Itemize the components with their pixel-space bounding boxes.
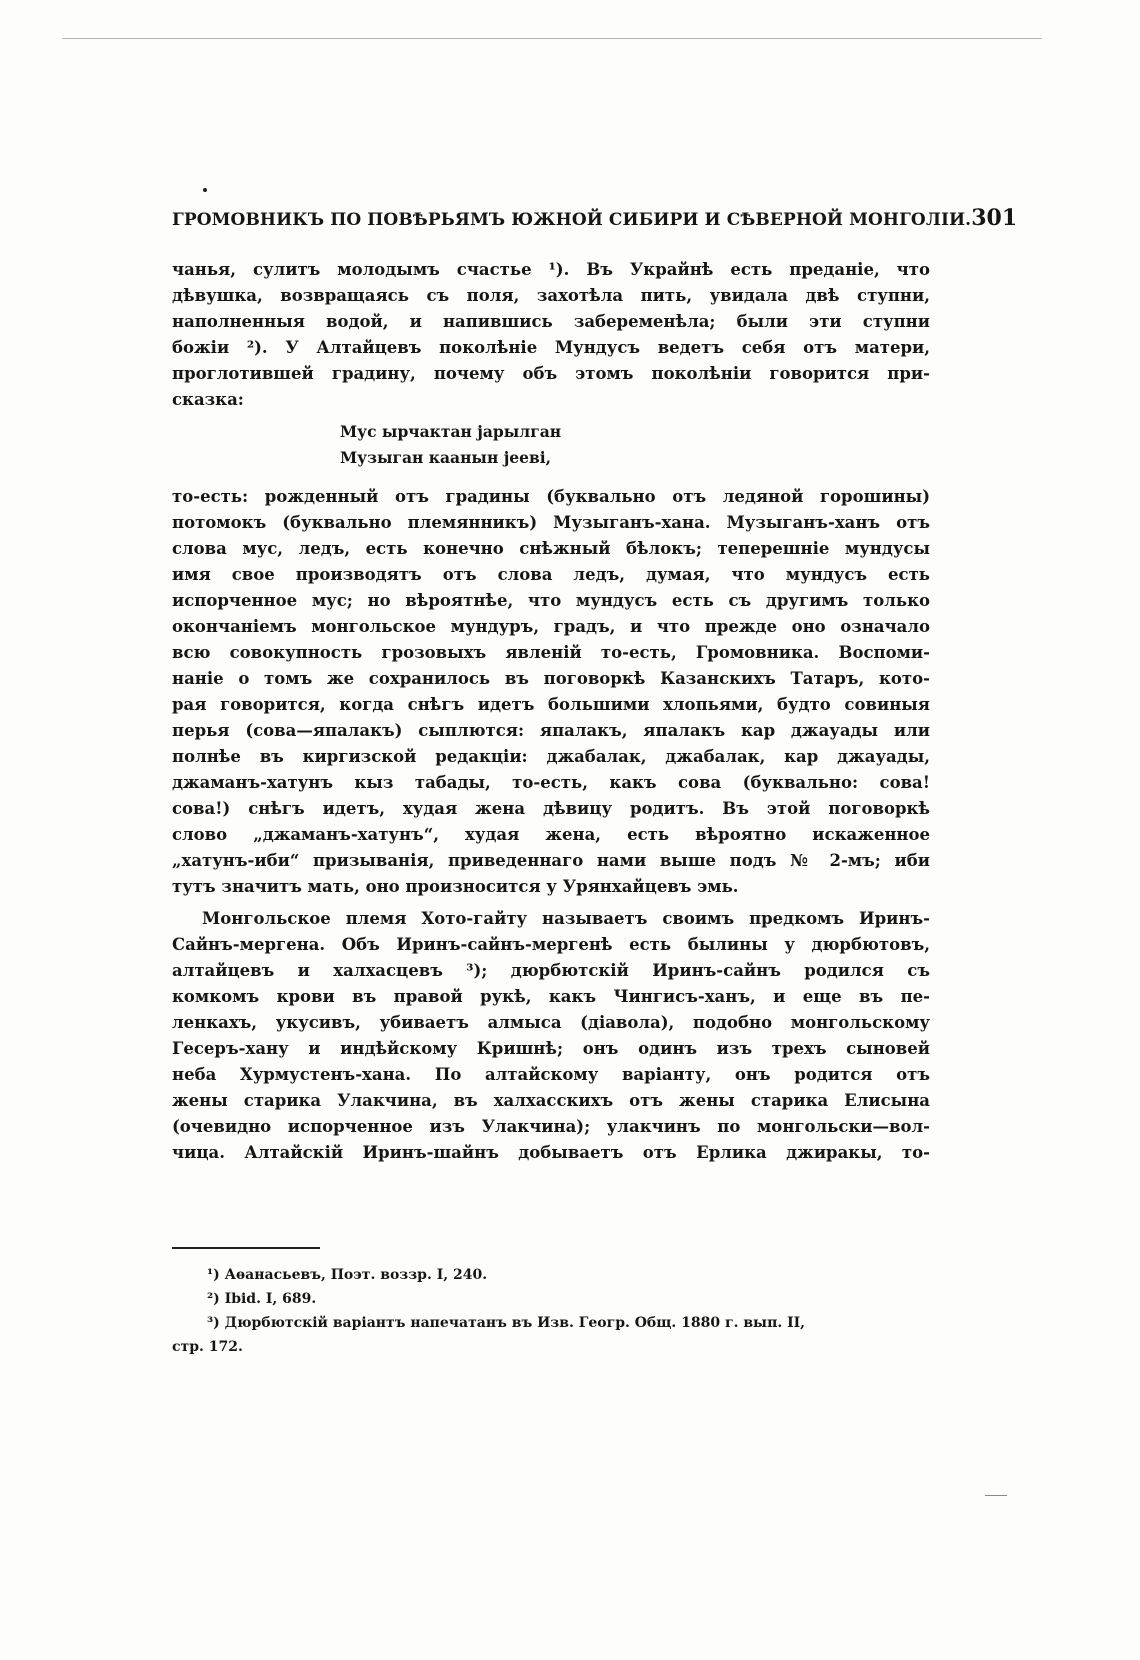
footnote-text: Аѳанасьевъ, Поэт. воззр. I, 240. — [224, 1267, 488, 1283]
text-line: потомокъ (буквально племянникъ) Музыганъ-хана. Музыганъ-ханъ отъ — [172, 513, 930, 532]
text-line: перья (сова—япалакъ) сыплются: япалакъ, япалакъ кар джауады или — [172, 721, 930, 740]
text-line: комкомъ крови въ правой рукѣ, какъ Чингисъ-ханъ, и еще въ пе- — [172, 987, 930, 1006]
page-header — [172, 205, 1018, 231]
footnote-rule — [172, 1247, 320, 1249]
text-line: окончаніемъ монгольское мундуръ, градъ, и что прежде оно означало — [172, 617, 930, 636]
text-line: слово „джаманъ-хатунъ“, худая жена, есть вѣроятно искаженное — [172, 825, 930, 844]
text-line: алтайцевъ и халхасцевъ ³); дюрбютскій Иринъ-сайнъ родился съ — [172, 961, 930, 980]
text-line: (очевидно испорченное изъ Улакчина); улакчинъ по монгольски—вол- — [172, 1117, 930, 1136]
text-line: Монгольское племя Хото-гайту называетъ своимъ предкомъ Иринъ- — [202, 909, 930, 928]
footnote-text: Ibid. I, 689. — [224, 1291, 317, 1307]
text-line: чанья, сулитъ молодымъ счастье ¹). Въ Украйнѣ есть преданіе, что — [172, 260, 930, 279]
page-number: 301 — [971, 205, 1018, 231]
body-text — [172, 257, 930, 1166]
footnote-text: Дюрбютскій варіантъ напечатанъ въ Изв. Геогр. Общ. 1880 г. вып. II, — [224, 1315, 806, 1331]
text-line: неба Хурмустенъ-хана. По алтайскому варіанту, онъ родится отъ — [172, 1065, 930, 1084]
footnote-marker: ²) — [207, 1291, 220, 1307]
scan-speck — [203, 188, 207, 192]
verse-line: Мус ырчактан јарылган — [340, 422, 562, 441]
text-line: Сайнъ-мергена. Объ Иринъ-сайнъ-мергенѣ есть былины у дюрбютовъ, — [172, 935, 930, 954]
footnotes — [172, 1263, 930, 1359]
text-line: всю совокупность грозовыхъ явленій то-есть, Громовника. Воспоми- — [172, 643, 930, 662]
footnote-2 — [172, 1287, 930, 1311]
text-line: имя свое производятъ отъ слова ледъ, думая, что мундусъ есть — [172, 565, 930, 584]
text-line: чица. Алтайскій Иринъ-шайнъ добываетъ отъ Ерлика джиракы, то- — [172, 1143, 930, 1162]
text-line: испорченное мус; но вѣроятнѣе, что мундусъ есть съ другимъ только — [172, 591, 930, 610]
verse-line: Музыган каанын јееві, — [340, 448, 552, 467]
margin-mark — [985, 1495, 1007, 1496]
text-line: то-есть: рожденный отъ градины (буквально отъ ледяной горошины) — [172, 487, 930, 506]
text-line: жены старика Улакчина, въ халхасскихъ отъ жены старика Елисына — [172, 1091, 930, 1110]
footnote-3-continuation: стр. 172. — [172, 1339, 243, 1355]
text-line: проглотившей градину, почему объ этомъ поколѣніи говорится при- — [172, 364, 930, 383]
running-head: ГРОМОВНИКЪ ПО ПОВѢРЬЯМЪ ЮЖНОЙ СИБИРИ И СѢВЕРНОЙ МОНГОЛІИ. — [172, 210, 972, 230]
footnote-marker: ¹) — [207, 1267, 220, 1283]
text-line: наполненныя водой, и напившись забеременѣла; были эти ступни — [172, 312, 930, 331]
text-line: сказка: — [172, 390, 244, 409]
text-line: тутъ значитъ мать, оно произносится у Урянхайцевъ эмь. — [172, 877, 739, 896]
footnote-marker: ³) — [207, 1315, 220, 1331]
top-rule — [62, 38, 1042, 39]
footnote-3 — [172, 1311, 930, 1335]
text-line: рая говорится, когда снѣгъ идетъ большими хлопьями, будто совиныя — [172, 695, 930, 714]
text-line: „хатунъ-иби“ призыванія, приведеннаго нами выше подъ № 2-мъ; иби — [172, 851, 930, 870]
text-line: джаманъ-хатунъ кыз табады, то-есть, какъ сова (буквально: сова! — [172, 773, 930, 792]
text-line: ленкахъ, укусивъ, убиваетъ алмыса (діавола), подобно монгольскому — [172, 1013, 930, 1032]
footnote-1 — [172, 1263, 930, 1287]
text-line: дѣвушка, возвращаясь съ поля, захотѣла пить, увидала двѣ ступни, — [172, 286, 930, 305]
text-line: сова!) снѣгъ идетъ, худая жена дѣвицу родитъ. Въ этой поговоркѣ — [172, 799, 930, 818]
text-line: слова мус, ледъ, есть конечно снѣжный бѣлокъ; теперешніе мундусы — [172, 539, 930, 558]
text-line: наніе о томъ же сохранилось въ поговоркѣ Казанскихъ Татаръ, кото- — [172, 669, 930, 688]
text-line: божіи ²). У Алтайцевъ поколѣніе Мундусъ ведетъ себя отъ матери, — [172, 338, 930, 357]
text-line: полнѣе въ киргизской редакціи: джабалак, джабалак, кар джауады, — [172, 747, 930, 766]
text-line: Гесеръ-хану и индѣйскому Кришнѣ; онъ одинъ изъ трехъ сыновей — [172, 1039, 930, 1058]
